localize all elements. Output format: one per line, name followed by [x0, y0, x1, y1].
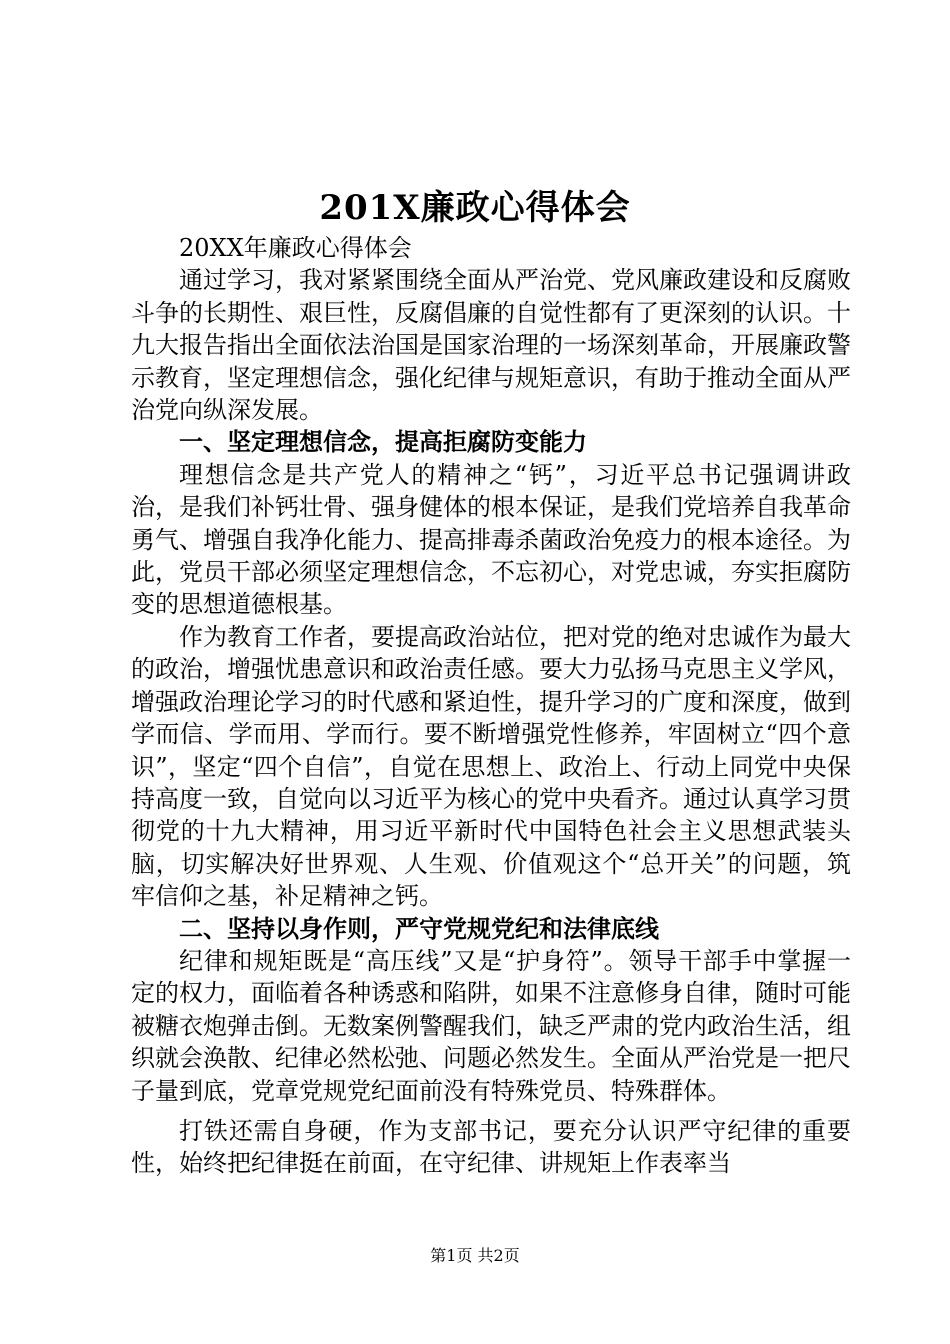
document-body [131, 232, 851, 1180]
paragraph-intro: 通过学习，我对紧紧围绕全面从严治党、党风廉政建设和反腐败斗争的长期性、艰巨性，反腐倡廉的自觉性都有了更深刻的认识。十九大报告指出全面依法治国是国家治理的一场深刻革命，开展廉政警示教育，坚定理想信念，强化纪律与规矩意识，有助于推动全面从严治党向纵深发展。 [131, 266, 851, 425]
section-heading-2: 二、坚持以身作则，严守党规党纪和法律底线 [179, 913, 659, 943]
paragraph-discipline: 纪律和规矩既是“高压线”又是“护身符”。领导干部手中掌握一定的权力，面临着各种诱惑和陷阱，如果不注意修身自律，随时可能被糖衣炮弹击倒。无数案例警醒我们，缺乏严肃的党内政治生活，组织就会涣散、纪律必然松弛、问题必然发生。全面从严治党是一把尺子量到底，党章党规党纪面前没有特殊党员、特殊群体。 [131, 946, 851, 1105]
page-footer: 第1页 共2页 [430, 1246, 520, 1265]
section-heading-1: 一、坚定理想信念，提高拒腐防变能力 [179, 427, 587, 457]
paragraph-ideals: 理想信念是共产党人的精神之“钙”，习近平总书记强调讲政治，是我们补钙壮骨、强身健体的根本保证，是我们党培养自我革命勇气、增强自我净化能力、提高排毒杀菌政治免疫力的根本途径。为此，党员干部必须坚定理想信念，不忘初心，对党忠诚，夯实拒腐防变的思想道德根基。 [131, 460, 851, 619]
paragraph-educator: 作为教育工作者，要提高政治站位，把对党的绝对忠诚作为最大的政治，增强忧患意识和政治责任感。要大力弘扬马克思主义学风，增强政治理论学习的时代感和紧迫性，提升学习的广度和深度，做到学而信、学而用、学而行。要不断增强党性修养，牢固树立“四个意识”，坚定“四个自信”，自觉在思想上、政治上、行动上同党中央保持高度一致，自觉向以习近平为核心的党中央看齐。通过认真学习贯彻党的十九大精神，用习近平新时代中国特色社会主义思想武装头脑，切实解决好世界观、人生观、价值观这个“总开关”的问题，筑牢信仰之基，补足精神之钙。 [131, 622, 851, 911]
paragraph-secretary: 打铁还需自身硬，作为支部书记，要充分认识严守纪律的重要性，始终把纪律挺在前面，在守纪律、讲规矩上作表率当 [131, 1116, 851, 1178]
document-subtitle: 20XX年廉政心得体会 [179, 234, 412, 262]
document-title: 201X廉政心得体会 [319, 188, 631, 228]
